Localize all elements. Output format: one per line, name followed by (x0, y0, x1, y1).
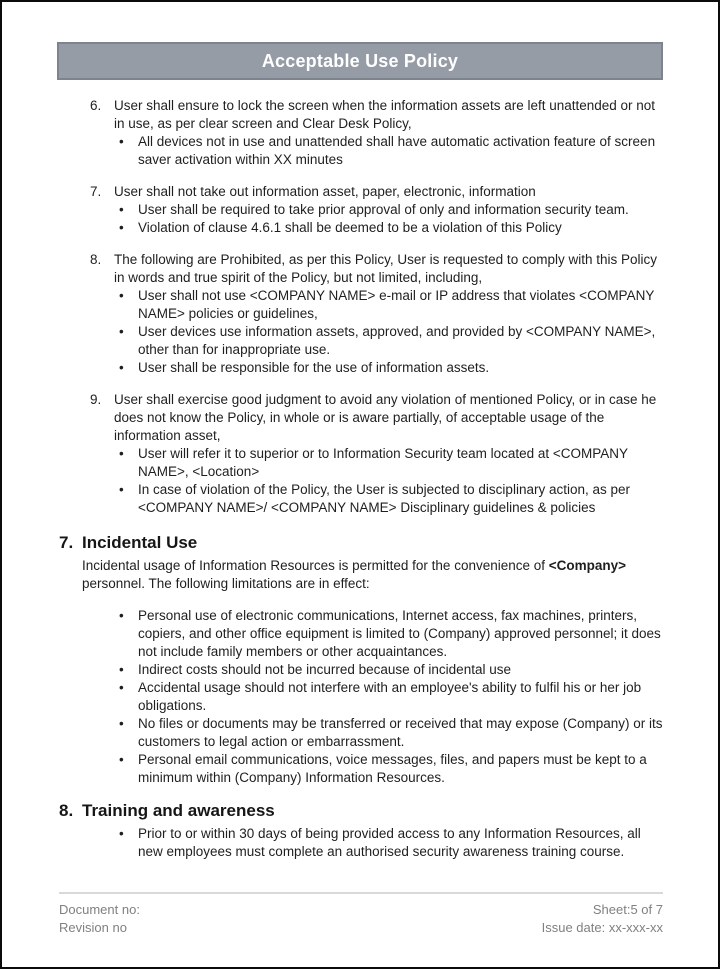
item-text: User shall ensure to lock the screen when the information assets are left unattended or not in use, as per clear screen and Clear Desk Policy, (114, 98, 656, 131)
section-training-awareness (59, 799, 663, 861)
bullet-icon: • (119, 220, 124, 235)
bullet-item (119, 751, 663, 787)
section-incidental-use (59, 531, 663, 787)
bullet-item (119, 715, 663, 751)
page-footer (59, 892, 663, 937)
item-text: User shall not take out information asset, paper, electronic, information (114, 184, 536, 199)
section-heading-training-awareness (59, 799, 663, 823)
numbered-item-9 (90, 391, 663, 517)
bullet-text: Personal use of electronic communications, Internet access, fax machines, printers, copiers, and other office equipment is limited to (Company) approved personnel; it does not include family members or other acquaintances. (138, 608, 661, 659)
bullet-text: Accidental usage should not interfere with an employee's ability to fulfil his or her job obligations. (138, 680, 642, 713)
bullet-item (119, 201, 663, 219)
item-text: The following are Prohibited, as per this Policy, User is requested to comply with this Policy in words and true spirit of the Policy, but not limited, including, (114, 252, 657, 285)
bullet-icon: • (119, 482, 124, 497)
bullet-icon: • (119, 826, 124, 841)
document-title: Acceptable Use Policy (261, 50, 459, 71)
bullet-text: User devices use information assets, approved, and provided by <COMPANY NAME>, other than for inappropriate use. (138, 324, 656, 357)
bullet-text: Violation of clause 4.6.1 shall be deemed to be a violation of this Policy (138, 220, 562, 235)
bullet-text: User shall be responsible for the use of information assets. (138, 360, 490, 375)
section-heading-incidental-use (59, 531, 663, 555)
bullet-item (119, 133, 663, 169)
bullet-icon: • (119, 324, 124, 339)
bullet-item (119, 219, 663, 237)
bullet-icon: • (119, 202, 124, 217)
bullet-text: User will refer it to superior or to Information Security team located at <COMPANY NAME>, <Location> (138, 446, 628, 479)
section-number: 8. (59, 801, 74, 820)
bullet-item (119, 679, 663, 715)
bullet-text: Personal email communications, voice messages, files, and papers must be kept to a minimum within (Company) Information Resources. (138, 752, 647, 785)
bullet-icon: • (119, 608, 124, 623)
bullet-icon: • (119, 134, 124, 149)
bullet-icon: • (119, 680, 124, 695)
item-number: 8. (90, 252, 102, 267)
bullet-text: In case of violation of the Policy, the User is subjected to disciplinary action, as per <COMPANY NAME>/ <COMPANY NAME> Disciplinary guidelines & policies (138, 482, 630, 515)
bullet-item (119, 481, 663, 517)
bullet-text: User shall not use <COMPANY NAME> e-mail or IP address that violates <COMPANY NAME> policies or guidelines, (138, 288, 655, 321)
numbered-item-6 (90, 97, 663, 169)
intro-text-before: Incidental usage of Information Resources is permitted for the convenience of (82, 558, 549, 573)
bullet-text: User shall be required to take prior approval of only and information security team. (138, 202, 629, 217)
bullet-text: Prior to or within 30 days of being provided access to any Information Resources, all new employees must complete an authorised security awareness training course. (138, 826, 641, 859)
bullet-item (119, 323, 663, 359)
item-text: User shall exercise good judgment to avoid any violation of mentioned Policy, or in case he does not know the Policy, in whole or is aware partially, of acceptable usage of the information asset, (114, 392, 657, 443)
bullet-icon: • (119, 446, 124, 461)
numbered-item-7 (90, 183, 663, 237)
section-title: Incidental Use (82, 533, 198, 552)
numbered-item-8 (90, 251, 663, 377)
bullet-icon: • (119, 288, 124, 303)
bullet-item (119, 287, 663, 323)
document-title-banner (57, 42, 663, 80)
section-title: Training and awareness (82, 801, 275, 820)
footer-issue-date: Issue date: xx-xxx-xx (541, 920, 663, 935)
document-body (59, 97, 663, 861)
bullet-item (119, 661, 663, 679)
bullet-icon: • (119, 752, 124, 767)
bullet-icon: • (119, 716, 124, 731)
footer-document-no: Document no: (59, 902, 140, 917)
bullet-text: All devices not in use and unattended shall have automatic activation feature of screen saver activation within XX minutes (138, 134, 656, 167)
bullet-item (119, 607, 663, 661)
section-number: 7. (59, 533, 74, 552)
intro-text-bold: <Company> (548, 558, 627, 573)
intro-text-after: personnel. The following limitations are in effect: (82, 576, 370, 591)
bullet-item (119, 359, 663, 377)
item-number: 7. (90, 184, 102, 199)
bullet-item (119, 445, 663, 481)
bullet-text: No files or documents may be transferred or received that may expose (Company) or its customers to legal action or embarrassment. (138, 716, 663, 749)
footer-revision-no: Revision no (59, 920, 127, 935)
section-intro-paragraph (82, 557, 663, 593)
footer-sheet-number: Sheet:5 of 7 (592, 902, 663, 917)
item-number: 9. (90, 392, 102, 407)
bullet-text: Indirect costs should not be incurred because of incidental use (138, 662, 511, 677)
item-number: 6. (90, 98, 102, 113)
bullet-icon: • (119, 662, 124, 677)
bullet-icon: • (119, 360, 124, 375)
bullet-item (119, 825, 663, 861)
